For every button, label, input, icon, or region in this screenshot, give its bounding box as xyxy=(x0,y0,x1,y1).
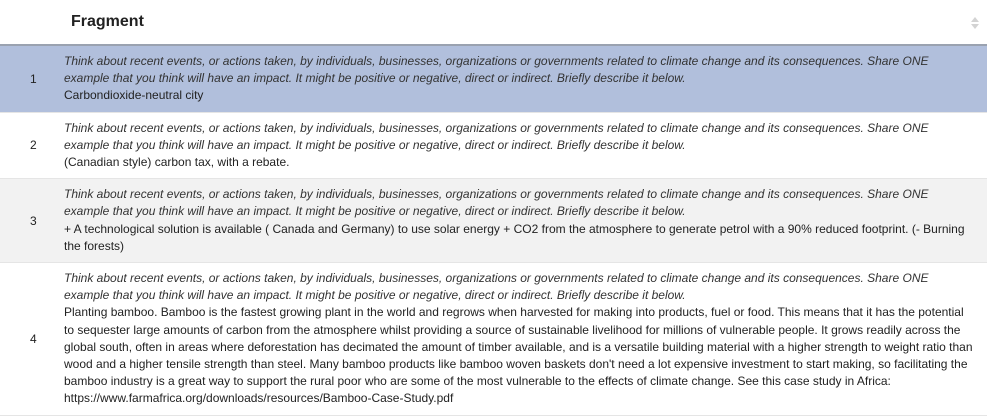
response-text: (Canadian style) carbon tax, with a rebate. xyxy=(64,155,290,170)
row-index: 3 xyxy=(30,213,37,228)
question-prompt: Think about recent events, or actions taken, by individuals, businesses, organizations or governments related to climate change and its consequences. Share ONE example that you think will have an impact. It might be positive or negative, direct or indirect. Briefly describe it below. xyxy=(64,187,929,219)
column-header-fragment[interactable]: Fragment xyxy=(71,13,144,30)
response-text: Planting bamboo. Bamboo is the fastest growing plant in the world and regrows when harvested for making into products, fuel or food. This means that it has the potential to sequester large amounts of carbon from the atmosphere whilst providing a source of sustainable livelihood for millions of vulnerable people. It grows readily across the global south, often in areas where deforestation has decimated the amount of timber available, and is a versatile building material with a higher strength to weight ratio than wood and a higher tensile strength than steel. Many bamboo products like bamboo woven baskets don't need a lot expensive investment to start making, so facilitating the bamboo industry is a great way to support the rural poor who are some of the most vulnerable to the effects of climate change. See this case study in Africa: https://www.farmafrica.org/downloads/resources/Bamboo-Case-Study.pdf xyxy=(64,305,973,406)
row-index: 1 xyxy=(30,71,37,86)
response-text: + A technological solution is available ( Canada and Germany) to use solar energy + CO2 from the atmosphere to generate petrol with a 90% reduced footprint. (- Burning the forests) xyxy=(64,221,965,253)
sort-descending-icon xyxy=(971,24,979,29)
table-row[interactable] xyxy=(0,263,987,416)
question-prompt: Think about recent events, or actions taken, by individuals, businesses, organizations or governments related to climate change and its consequences. Share ONE example that you think will have an impact. It might be positive or negative, direct or indirect. Briefly describe it below. xyxy=(64,54,929,86)
sort-ascending-icon xyxy=(971,17,979,22)
fragment-cell xyxy=(64,179,987,262)
table-header xyxy=(0,0,987,46)
row-index: 2 xyxy=(30,138,37,153)
table-row[interactable] xyxy=(0,46,987,113)
question-prompt: Think about recent events, or actions taken, by individuals, businesses, organizations or governments related to climate change and its consequences. Share ONE example that you think will have an impact. It might be positive or negative, direct or indirect. Briefly describe it below. xyxy=(64,271,929,303)
response-text: Carbondioxide-neutral city xyxy=(64,88,204,103)
fragment-cell xyxy=(64,113,987,179)
question-prompt: Think about recent events, or actions taken, by individuals, businesses, organizations or governments related to climate change and its consequences. Share ONE example that you think will have an impact. It might be positive or negative, direct or indirect. Briefly describe it below. xyxy=(64,120,929,152)
fragment-cell xyxy=(64,46,987,112)
fragment-cell xyxy=(64,263,987,415)
sort-arrows-icon[interactable] xyxy=(971,17,979,29)
table-row[interactable] xyxy=(0,113,987,180)
table-row[interactable] xyxy=(0,179,987,263)
row-index: 4 xyxy=(30,331,37,346)
